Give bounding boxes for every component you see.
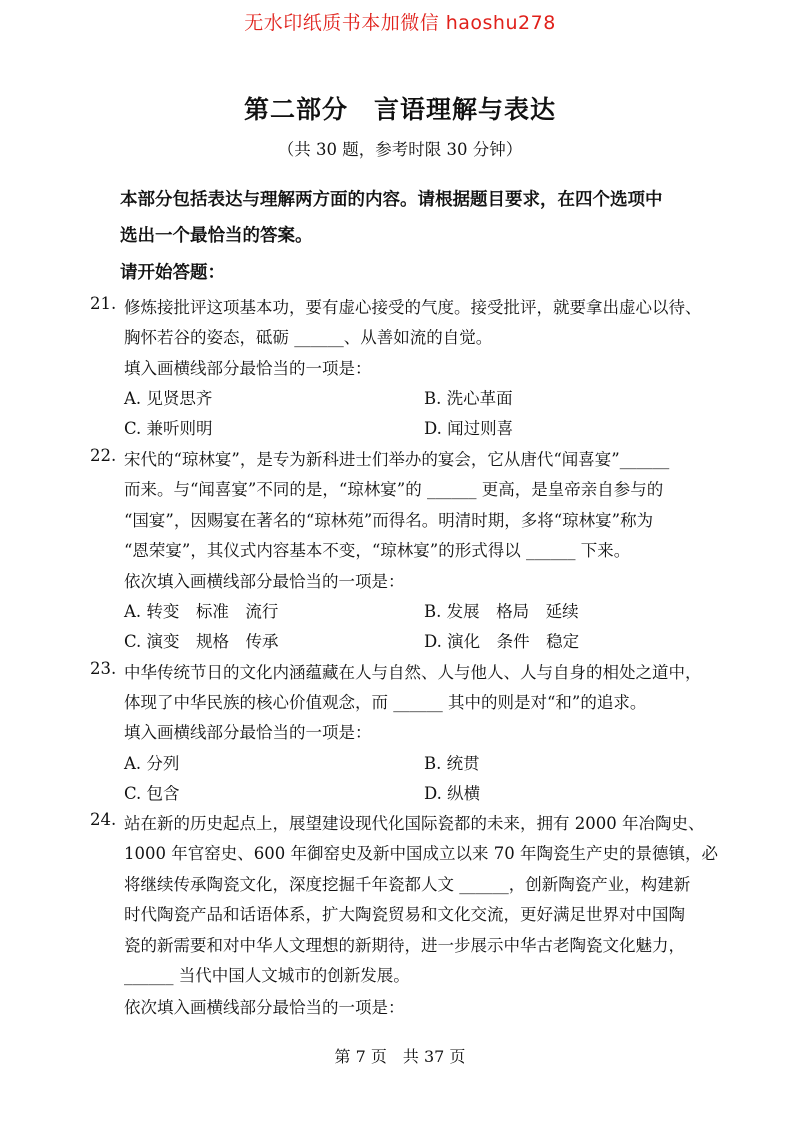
option-c[interactable]: C. 演变 规格 传承 xyxy=(124,632,279,651)
option-c[interactable]: C. 包含 xyxy=(124,784,180,803)
option-d[interactable]: D. 演化 条件 稳定 xyxy=(424,632,580,651)
question-text-line: 1000 年官窑史、600 年御窑史及新中国成立以来 70 年陶瓷生产史的景德镇，必 xyxy=(124,844,718,863)
question-text-line: 瓷的新需要和对中华人文理想的新期待，进一步展示中华古老陶瓷文化魅力， xyxy=(124,936,685,955)
question-text-line: 时代陶瓷产品和话语体系，扩大陶瓷贸易和文化交流，更好满足世界对中国陶 xyxy=(124,905,685,924)
question-number: 22. xyxy=(90,446,117,465)
question-prompt: 填入画横线部分最恰当的一项是： xyxy=(124,359,372,378)
question-number: 23. xyxy=(90,659,117,678)
option-b[interactable]: B. 统贯 xyxy=(424,754,480,773)
question-text-line: 中华传统节日的文化内涵蕴藏在人与自然、人与他人、人与自身的相处之道中， xyxy=(124,663,702,682)
question-text-line: 站在新的历史起点上，展望建设现代化国际瓷都的未来，拥有 2000 年冶陶史、 xyxy=(124,814,705,833)
option-a[interactable]: A. 转变 标准 流行 xyxy=(124,602,279,621)
question-text-line: 修炼接批评这项基本功，要有虚心接受的气度。接受批评，就要拿出虚心以待、 xyxy=(124,298,702,317)
page-subtitle: （共 30 题，参考时限 30 分钟） xyxy=(277,140,523,159)
question-text-line: 体现了中华民族的核心价值观念，而 ______ 其中的则是对“和”的追求。 xyxy=(124,693,647,712)
watermark-text: 无水印纸质书本加微信 haoshu278 xyxy=(244,12,556,34)
question-text-line: 而来。与“闻喜宴”不同的是，“琼林宴”的 ______ 更高，是皇帝亲自参与的 xyxy=(124,480,664,499)
question-text-line: “国宴”，因赐宴在著名的“琼林苑”而得名。明清时期，多将“琼林宴”称为 xyxy=(124,511,654,530)
question-text-line: 胸怀若谷的姿态，砥砺 ______、从善如流的自觉。 xyxy=(124,328,493,347)
question-number: 24. xyxy=(90,810,117,829)
option-b[interactable]: B. 发展 格局 延续 xyxy=(424,602,579,621)
instruction-line-2: 选出一个最恰当的答案。 xyxy=(120,226,313,246)
option-d[interactable]: D. 闻过则喜 xyxy=(424,419,514,438)
page-title: 第二部分 言语理解与表达 xyxy=(243,95,556,124)
question-text-line: “恩荣宴”，其仪式内容基本不变，“琼林宴”的形式得以 ______ 下来。 xyxy=(124,541,631,560)
option-a[interactable]: A. 见贤思齐 xyxy=(124,389,213,408)
question-text-line: 宋代的“琼林宴”，是专为新科进士们举办的宴会，它从唐代“闻喜宴”______ xyxy=(124,450,670,469)
question-number: 21. xyxy=(90,294,117,313)
start-prompt: 请开始答题： xyxy=(120,263,225,283)
question-prompt: 填入画横线部分最恰当的一项是： xyxy=(124,723,372,742)
instruction-line-1: 本部分包括表达与理解两方面的内容。请根据题目要求，在四个选项中 xyxy=(120,190,663,210)
option-a[interactable]: A. 分列 xyxy=(124,754,180,773)
option-d[interactable]: D. 纵横 xyxy=(424,784,481,803)
question-prompt: 依次填入画横线部分最恰当的一项是： xyxy=(124,998,405,1017)
question-text-line: 将继续传承陶瓷文化，深度挖掘千年瓷都人文 ______，创新陶瓷产业，构建新 xyxy=(124,875,691,894)
page-number-footer: 第 7 页 共 37 页 xyxy=(334,1047,466,1066)
question-prompt: 依次填入画横线部分最恰当的一项是： xyxy=(124,572,405,591)
question-text-line: ______ 当代中国人文城市的创新发展。 xyxy=(124,966,410,985)
option-c[interactable]: C. 兼听则明 xyxy=(124,419,213,438)
option-b[interactable]: B. 洗心革面 xyxy=(424,389,513,408)
